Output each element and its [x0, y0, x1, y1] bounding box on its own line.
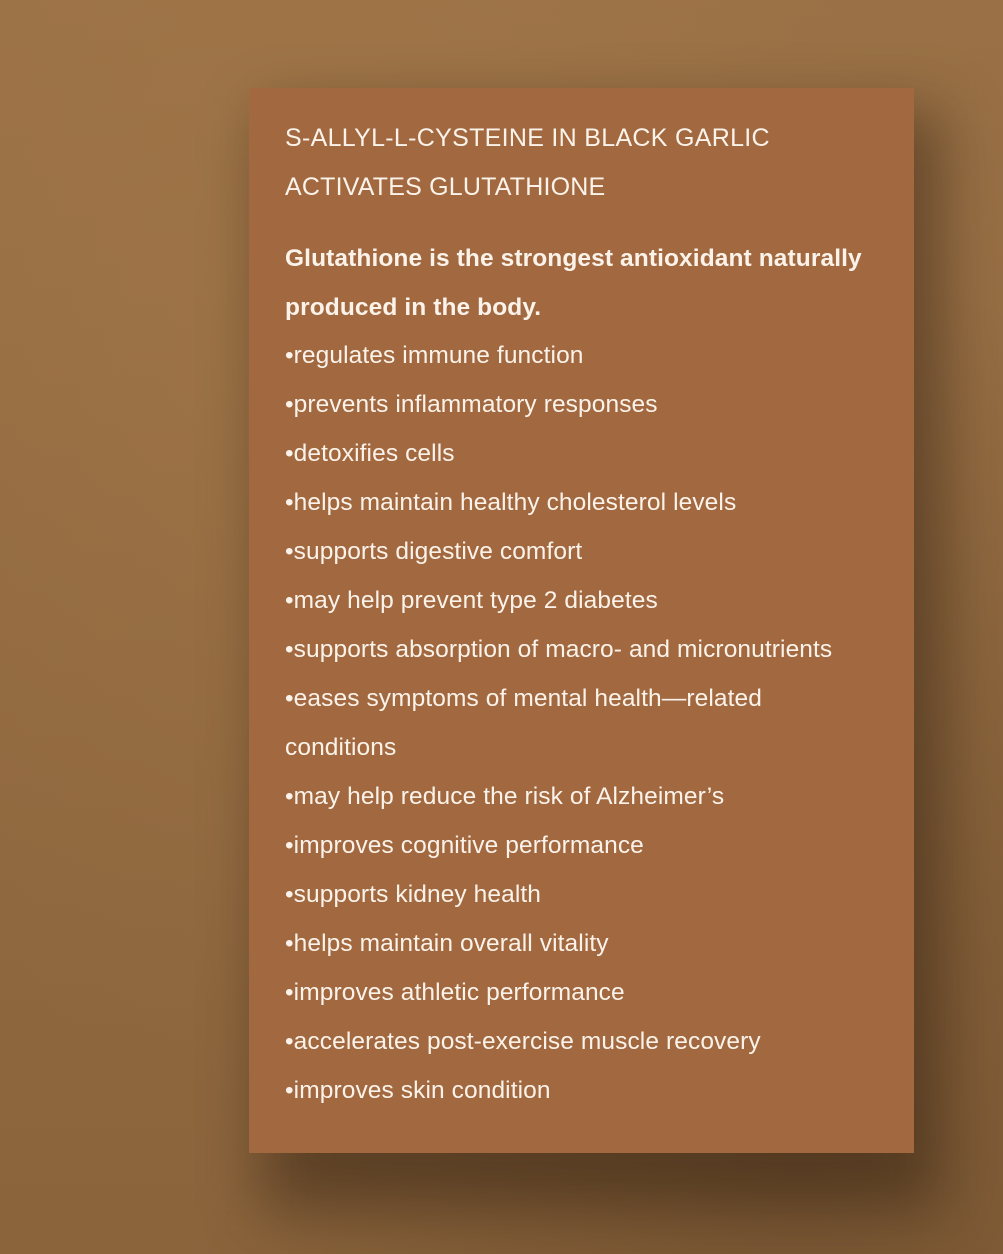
lead-line: produced in the body. [285, 294, 542, 321]
list-item: •improves skin condition [285, 1077, 551, 1104]
list-item: •helps maintain healthy cholesterol levels [285, 489, 737, 516]
list-item: •helps maintain overall vitality [285, 930, 609, 957]
list-item-continuation: conditions [285, 734, 397, 761]
list-item: •regulates immune function [285, 342, 584, 369]
list-item: •may help prevent type 2 diabetes [285, 587, 658, 614]
list-item: •improves athletic performance [285, 979, 625, 1006]
card-subtitle: ACTIVATES GLUTATHIONE [285, 173, 606, 201]
list-item: •accelerates post-exercise muscle recovery [285, 1028, 761, 1055]
list-item: •prevents inflammatory responses [285, 391, 658, 418]
list-item: •detoxifies cells [285, 440, 455, 467]
list-item: •supports kidney health [285, 881, 542, 908]
benefit-list [285, 331, 905, 1115]
info-card [249, 88, 914, 1153]
list-item: •supports absorption of macro- and micronutrients [285, 636, 833, 663]
lead-text [285, 234, 905, 332]
list-item: •may help reduce the risk of Alzheimer’s [285, 783, 725, 810]
card-title: S-ALLYL-L-CYSTEINE IN BLACK GARLIC [285, 124, 770, 152]
lead-line: Glutathione is the strongest antioxidant naturally [285, 245, 862, 272]
list-item: •supports digestive comfort [285, 538, 583, 565]
list-item: •eases symptoms of mental health—related [285, 685, 762, 712]
list-item: •improves cognitive performance [285, 832, 644, 859]
